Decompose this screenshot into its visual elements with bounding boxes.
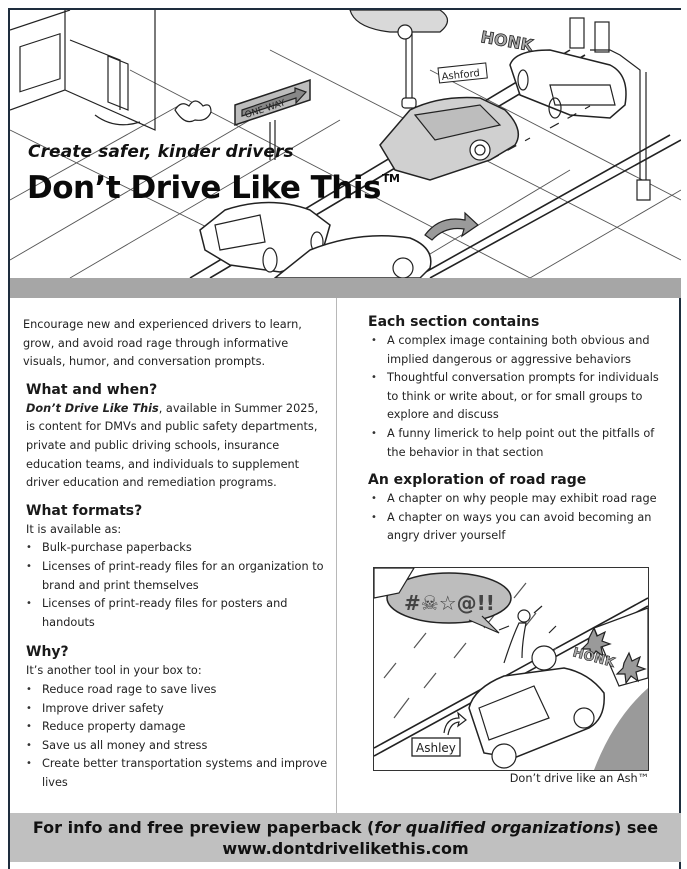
title-text: Don’t Drive Like This <box>27 170 381 206</box>
footer-text-after: ) see <box>614 818 659 837</box>
why-lead: It’s another tool in your box to: <box>26 664 202 678</box>
list-item: • Save us all money and stress <box>23 737 328 756</box>
road-rage-list <box>368 490 668 546</box>
list-item: • Create better transportation systems and improve lives <box>23 755 328 792</box>
what-and-when-body <box>26 400 328 493</box>
header-divider-band <box>10 278 681 298</box>
book-title-italic: Don’t Drive Like This <box>26 401 159 415</box>
angry-driver-drawing <box>374 568 648 770</box>
ashford-sign-text: Ashford <box>441 68 481 83</box>
road-rage-illustration <box>373 567 649 771</box>
list-item: • A chapter on ways you can avoid becoming an angry driver yourself <box>368 509 668 546</box>
list-item: • A funny limerick to help point out the pitfalls of the behavior in that section <box>368 425 668 462</box>
honk-text: HONK <box>479 27 535 56</box>
list-item: • A chapter on why people may exhibit road rage <box>368 490 668 509</box>
footer-line-1 <box>10 817 681 838</box>
footer-text-before: For info and free preview paperback ( <box>32 818 375 837</box>
list-item: • Reduce property damage <box>23 718 328 737</box>
intro-paragraph: Encourage new and experienced drivers to learn, grow, and avoid road rage through informative visuals, humor, and conversation prompts. <box>23 318 302 369</box>
footer-banner <box>10 813 681 862</box>
list-item: • Licenses of print-ready files for an organization to brand and print themselves <box>23 558 328 595</box>
section-contents-list <box>368 332 668 462</box>
ashley-name-tag: Ashley <box>416 741 456 755</box>
tagline: Create safer, kinder drivers <box>28 142 294 162</box>
column-divider <box>336 298 337 813</box>
what-and-when-text: , available in Summer 2025, is content for DMVs and public safety departments, private and public driving schools, insurance education teams, and individuals to supplement driver education and remediation programs. <box>26 401 319 490</box>
why-heading: Why? <box>26 644 69 661</box>
page-title <box>27 170 399 206</box>
list-item: • Bulk-purchase paperbacks <box>23 539 328 558</box>
one-way-sign-text: ONE WAY <box>243 98 287 121</box>
list-item: • Licenses of print-ready files for posters and handouts <box>23 595 328 632</box>
honk-text: HONK <box>570 645 617 671</box>
list-item: • Improve driver safety <box>23 700 328 719</box>
list-item: • Thoughtful conversation prompts for individuals to think or write about, or for small groups to explore and discuss <box>368 369 668 425</box>
list-item: • A complex image containing both obvious and implied dangerous or aggressive behaviors <box>368 332 668 369</box>
left-column <box>23 298 328 792</box>
road-rage-heading: An exploration of road rage <box>368 472 587 489</box>
why-list <box>23 681 328 793</box>
right-car <box>510 50 626 118</box>
formats-heading: What formats? <box>26 502 143 519</box>
hero-illustration <box>10 10 681 278</box>
list-item: • Reduce road rage to save lives <box>23 681 328 700</box>
illustration-caption: Don’t drive like an Ash™ <box>509 772 649 785</box>
speech-bubble-symbols: #☠☆@!! <box>404 591 495 615</box>
formats-list <box>23 539 328 632</box>
what-and-when-heading: What and when? <box>26 381 158 398</box>
right-column <box>368 298 668 546</box>
website-url[interactable]: www.dontdrivelikethis.com <box>222 839 469 858</box>
trademark-mark: TM <box>381 172 400 185</box>
footer-italic-text: for qualified organizations <box>374 818 615 837</box>
grey-car <box>380 98 518 181</box>
section-contents-heading: Each section contains <box>368 314 540 330</box>
formats-lead: It is available as: <box>26 522 122 536</box>
